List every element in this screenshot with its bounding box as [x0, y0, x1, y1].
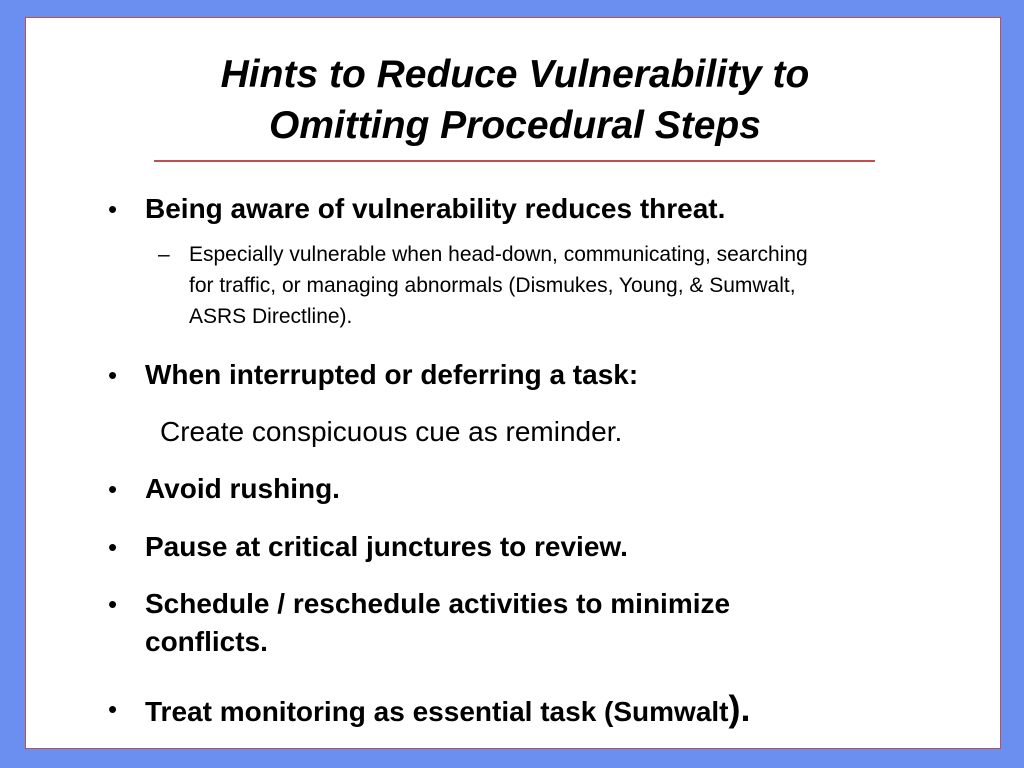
bullet-schedule-line-2: conflicts. — [145, 626, 268, 657]
slide-title-line-1: Hints to Reduce Vulnerability to — [220, 53, 810, 96]
bullet-marker: • — [108, 694, 118, 724]
sub-bullet-line-3: ASRS Directline). — [189, 305, 353, 328]
sub-bullet-line-2: for traffic, or managing abnormals (Dismukes, Young, & Sumwalt, — [189, 274, 796, 297]
bullet-treat-monitoring-tail: ). — [728, 688, 751, 729]
sub-bullet-marker: – — [158, 243, 170, 266]
bullet-marker: • — [108, 360, 118, 390]
bullet-pause-review: Pause at critical junctures to review. — [145, 531, 628, 562]
bullet-being-aware: Being aware of vulnerability reduces threat. — [145, 193, 726, 224]
bullet-marker: • — [108, 474, 118, 504]
bullet-marker: • — [108, 194, 118, 224]
bullet-avoid-rushing: Avoid rushing. — [145, 473, 340, 504]
reminder-cue-text: Create conspicuous cue as reminder. — [160, 416, 623, 447]
slide-title-line-2: Omitting Procedural Steps — [269, 104, 761, 147]
bullet-when-interrupted: When interrupted or deferring a task: — [145, 359, 639, 390]
title-divider — [154, 160, 875, 162]
bullet-schedule-line-1: Schedule / reschedule activities to minimize — [145, 588, 731, 619]
bullet-marker: • — [108, 532, 118, 562]
bullet-marker: • — [108, 589, 118, 619]
bullet-treat-monitoring-text: Treat monitoring as essential task (Sumwalt — [145, 696, 729, 727]
sub-bullet-line-1: Especially vulnerable when head-down, communicating, searching — [189, 243, 808, 266]
bullet-treat-monitoring — [145, 688, 751, 729]
